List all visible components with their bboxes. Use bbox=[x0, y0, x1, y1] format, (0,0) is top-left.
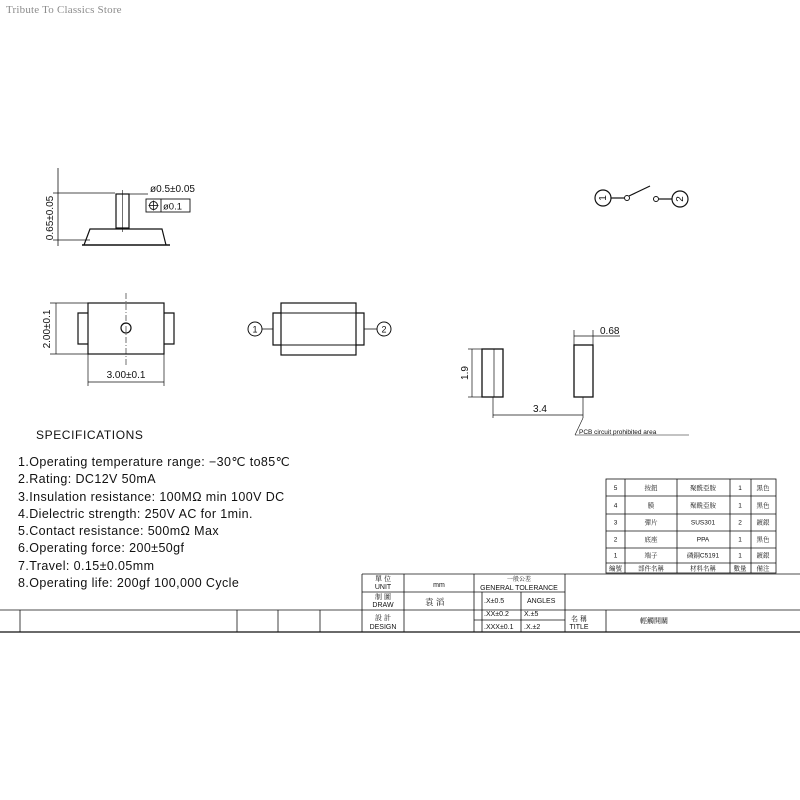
bom-row-4-material: 聚酰亞胺 bbox=[690, 502, 716, 510]
bom-row-1-remark: 鍍銀 bbox=[756, 552, 770, 560]
tolerance-label-cn: 一般公差 bbox=[506, 577, 532, 583]
bom-header-material: 材料名稱 bbox=[690, 565, 716, 573]
spec-item: 6.Operating force: 200±50gf bbox=[18, 541, 185, 556]
spec-item: 4.Dielectric strength: 250V AC for 1min. bbox=[18, 506, 253, 521]
actuator-diameter: ø0.5±0.05 bbox=[150, 184, 195, 195]
angles-label: ANGLES bbox=[527, 598, 556, 605]
store-watermark: Tribute To Classics Store bbox=[6, 4, 122, 16]
tolerance-label-en: GENERAL TOLERANCE bbox=[480, 585, 558, 592]
bom-row-3-remark: 鍍銀 bbox=[756, 519, 770, 527]
terminal-label-2: 2 bbox=[381, 324, 387, 335]
bom-row-2-material: PPA bbox=[696, 536, 710, 544]
schematic-terminal-2: 2 bbox=[675, 196, 686, 202]
title-label-cn: 名 稱 bbox=[571, 616, 587, 623]
draw-label-cn: 制 圖 bbox=[375, 594, 391, 601]
specifications-title: SPECIFICATIONS bbox=[36, 428, 144, 442]
bom-row-1-qty: 1 bbox=[738, 552, 742, 560]
bom-row-5-remark: 黑色 bbox=[756, 485, 770, 492]
bom-row-2-part: 底座 bbox=[644, 536, 658, 544]
tolerance-xxx: .XXX±0.1 bbox=[484, 624, 514, 631]
width-dimension: 2.00±0.1 bbox=[42, 309, 53, 349]
bom-row-5-material: 聚酰亞胺 bbox=[690, 485, 716, 492]
schematic-terminal-1: 1 bbox=[598, 195, 609, 201]
position-tolerance: ø0.1 bbox=[163, 201, 183, 213]
bom-header-remark: 備注 bbox=[756, 565, 770, 573]
bom-row-3-material: SUS301 bbox=[690, 519, 716, 527]
terminal-view bbox=[248, 303, 391, 355]
spec-item: 5.Contact resistance: 500mΩ Max bbox=[18, 524, 219, 539]
design-label-cn: 設 計 bbox=[375, 615, 391, 622]
design-label-en: DESIGN bbox=[369, 624, 397, 631]
bom-header-no: 編號 bbox=[609, 565, 622, 573]
bom-row-3-no: 3 bbox=[613, 519, 618, 527]
bom-row-4-remark: 黑色 bbox=[756, 502, 770, 510]
length-dimension: 3.00±0.1 bbox=[106, 370, 146, 381]
bom-rows bbox=[609, 483, 770, 573]
spec-item: 1.Operating temperature range: −30℃ to85℃ bbox=[18, 455, 291, 469]
title-block-text bbox=[370, 574, 668, 631]
bom-header-part: 部件名稱 bbox=[638, 565, 664, 573]
bom-row-4-no: 4 bbox=[613, 502, 618, 510]
bom-row-4-part: 膜 bbox=[647, 502, 655, 510]
bom-row-2-no: 2 bbox=[613, 536, 618, 544]
title-value: 輕觸開關 bbox=[640, 618, 668, 625]
specifications-list bbox=[18, 454, 290, 592]
pad-spacing-dimension: 3.4 bbox=[533, 404, 547, 415]
unit-label-en: UNIT bbox=[374, 584, 392, 591]
bom-row-3-qty: 2 bbox=[738, 519, 742, 527]
draw-value: 袁 滔 bbox=[425, 597, 445, 607]
spec-item: 8.Operating life: 200gf 100,000 Cycle bbox=[18, 576, 240, 591]
draw-label-en: DRAW bbox=[372, 602, 394, 609]
terminal-label-1: 1 bbox=[252, 324, 258, 335]
bom-row-1-no: 1 bbox=[613, 552, 618, 560]
pad-width-dimension: 0.68 bbox=[600, 326, 620, 337]
bom-row-5-qty: 1 bbox=[738, 485, 742, 492]
angle-xx: .X.±2 bbox=[524, 624, 541, 631]
spec-item: 3.Insulation resistance: 100MΩ min 100V DC bbox=[18, 489, 285, 504]
tolerance-x: .X±0.5 bbox=[484, 598, 505, 605]
angle-x: X.±5 bbox=[524, 611, 539, 618]
unit-label-cn: 單 位 bbox=[375, 576, 391, 583]
bom-row-2-remark: 黑色 bbox=[756, 536, 770, 544]
bom-row-1-part: 端子 bbox=[644, 552, 658, 560]
title-label-en: TITLE bbox=[569, 624, 589, 631]
footprint-view bbox=[468, 330, 689, 435]
bom-row-3-part: 彈片 bbox=[644, 519, 658, 527]
bom-row-4-qty: 1 bbox=[738, 502, 742, 510]
bom-row-5-part: 按鈕 bbox=[644, 485, 658, 492]
spec-item: 2.Rating: DC12V 50mA bbox=[18, 472, 156, 487]
unit-value: mm bbox=[433, 582, 445, 589]
bom-row-2-qty: 1 bbox=[738, 536, 742, 544]
bom-header-qty: 數量 bbox=[733, 565, 747, 573]
spec-item: 7.Travel: 0.15±0.05mm bbox=[18, 558, 155, 573]
bom-row-5-no: 5 bbox=[613, 485, 618, 492]
pad-height-dimension: 1.9 bbox=[460, 366, 471, 380]
height-dimension: 0.65±0.05 bbox=[45, 195, 56, 241]
keepout-note: PCB circuit prohibited area bbox=[579, 429, 657, 436]
tolerance-xx: .XX±0.2 bbox=[484, 611, 509, 618]
bom-row-1-material: 磷銅C5191 bbox=[686, 552, 720, 560]
